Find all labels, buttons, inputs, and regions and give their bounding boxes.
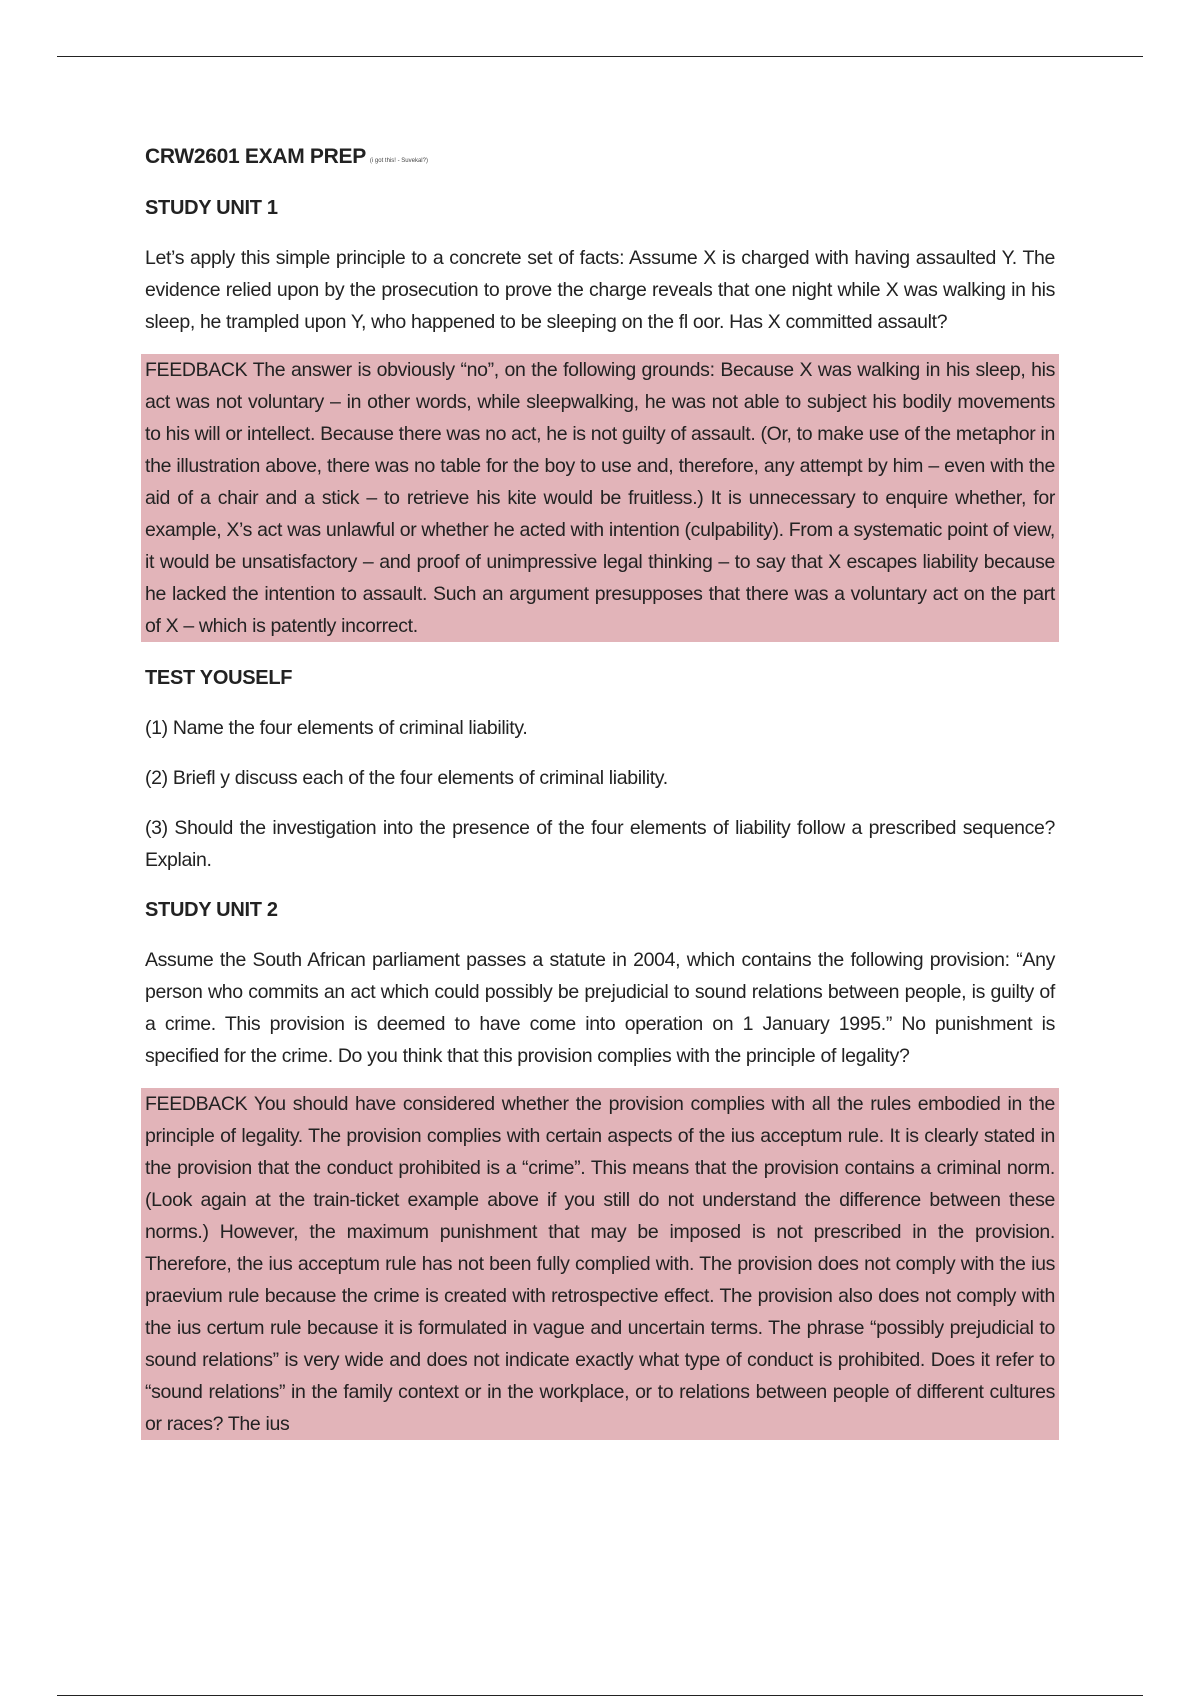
document-title-note: (i got this! - Suvekal?): [369, 158, 428, 164]
study-unit-1-heading: STUDY UNIT 1: [145, 197, 278, 219]
study-unit-1-feedback: FEEDBACK The answer is obviously “no”, on the following grounds: Because X was walking in his sleep, his act was not voluntary – in other words, while sleepwalking, he was not able to subject his bodily movements to his will or intellect. Because there was no act, he is not guilty of assault. (Or, to make use of the metaphor in the illustration above, there was no table for the boy to use and, therefore, any attempt by him – even with the aid of a chair and a stick – to retrieve his kite would be fruitless.) It is unnecessary to enquire whether, for example, X’s act was unlawful or whether he acted with intention (culpability). From a systematic point of view, it would be unsatisfactory – and proof of unimpressive legal thinking – to say that X escapes liability because he lacked the intention to assault. Such an argument presupposes that there was a voluntary act on the part of X – which is patently incorrect.: [141, 354, 1059, 642]
study-unit-1-scenario: Let’s apply this simple principle to a concrete set of facts: Assume X is charged with having assaulted Y. The evidence relied upon by the prosecution to prove the charge reveals that one night while X was walking in his sleep, he trampled upon Y, who happened to be sleeping on the fl oor. Has X committed assault?: [145, 247, 1055, 333]
study-unit-2-heading: STUDY UNIT 2: [145, 899, 278, 921]
test-question-3: (3) Should the investigation into the presence of the four elements of liability follow a prescribed sequence? Explain.: [145, 817, 1055, 871]
study-unit-2-scenario: Assume the South African parliament passes a statute in 2004, which contains the following provision: “Any person who commits an act which could possibly be prejudicial to sound relations between people, is guilty of a crime. This provision is deemed to have come into operation on 1 January 1995.” No punishment is specified for the crime. Do you think that this provision complies with the principle of legality?: [145, 949, 1055, 1067]
header-rule: [57, 56, 1143, 57]
study-unit-2-feedback: FEEDBACK You should have considered whether the provision complies with all the rules embodied in the principle of legality. The provision complies with certain aspects of the ius acceptum rule. It is clearly stated in the provision that the conduct prohibited is a “crime”. This means that the provision contains a criminal norm. (Look again at the train-ticket example above if you still do not understand the difference between these norms.) However, the maximum punishment that may be imposed is not prescribed in the provision. Therefore, the ius acceptum rule has not been fully complied with. The provision does not comply with the ius praevium rule because the crime is created with retrospective effect. The provision also does not comply with the ius certum rule because it is formulated in vague and uncertain terms. The phrase “possibly prejudicial to sound relations” is very wide and does not indicate exactly what type of conduct is prohibited. Does it refer to “sound relations” in the family context or in the workplace, or to relations between people of different cultures or races? The ius: [141, 1088, 1059, 1440]
document-body: [145, 142, 1055, 1440]
test-yourself-heading: TEST YOUSELF: [145, 667, 293, 689]
footer-rule: [57, 1695, 1143, 1696]
test-question-2: (2) Briefl y discuss each of the four elements of criminal liability.: [145, 767, 668, 789]
document-title-text: CRW2601 EXAM PREP: [145, 145, 366, 168]
document-title: [145, 142, 1055, 176]
test-question-1: (1) Name the four elements of criminal liability.: [145, 717, 528, 739]
